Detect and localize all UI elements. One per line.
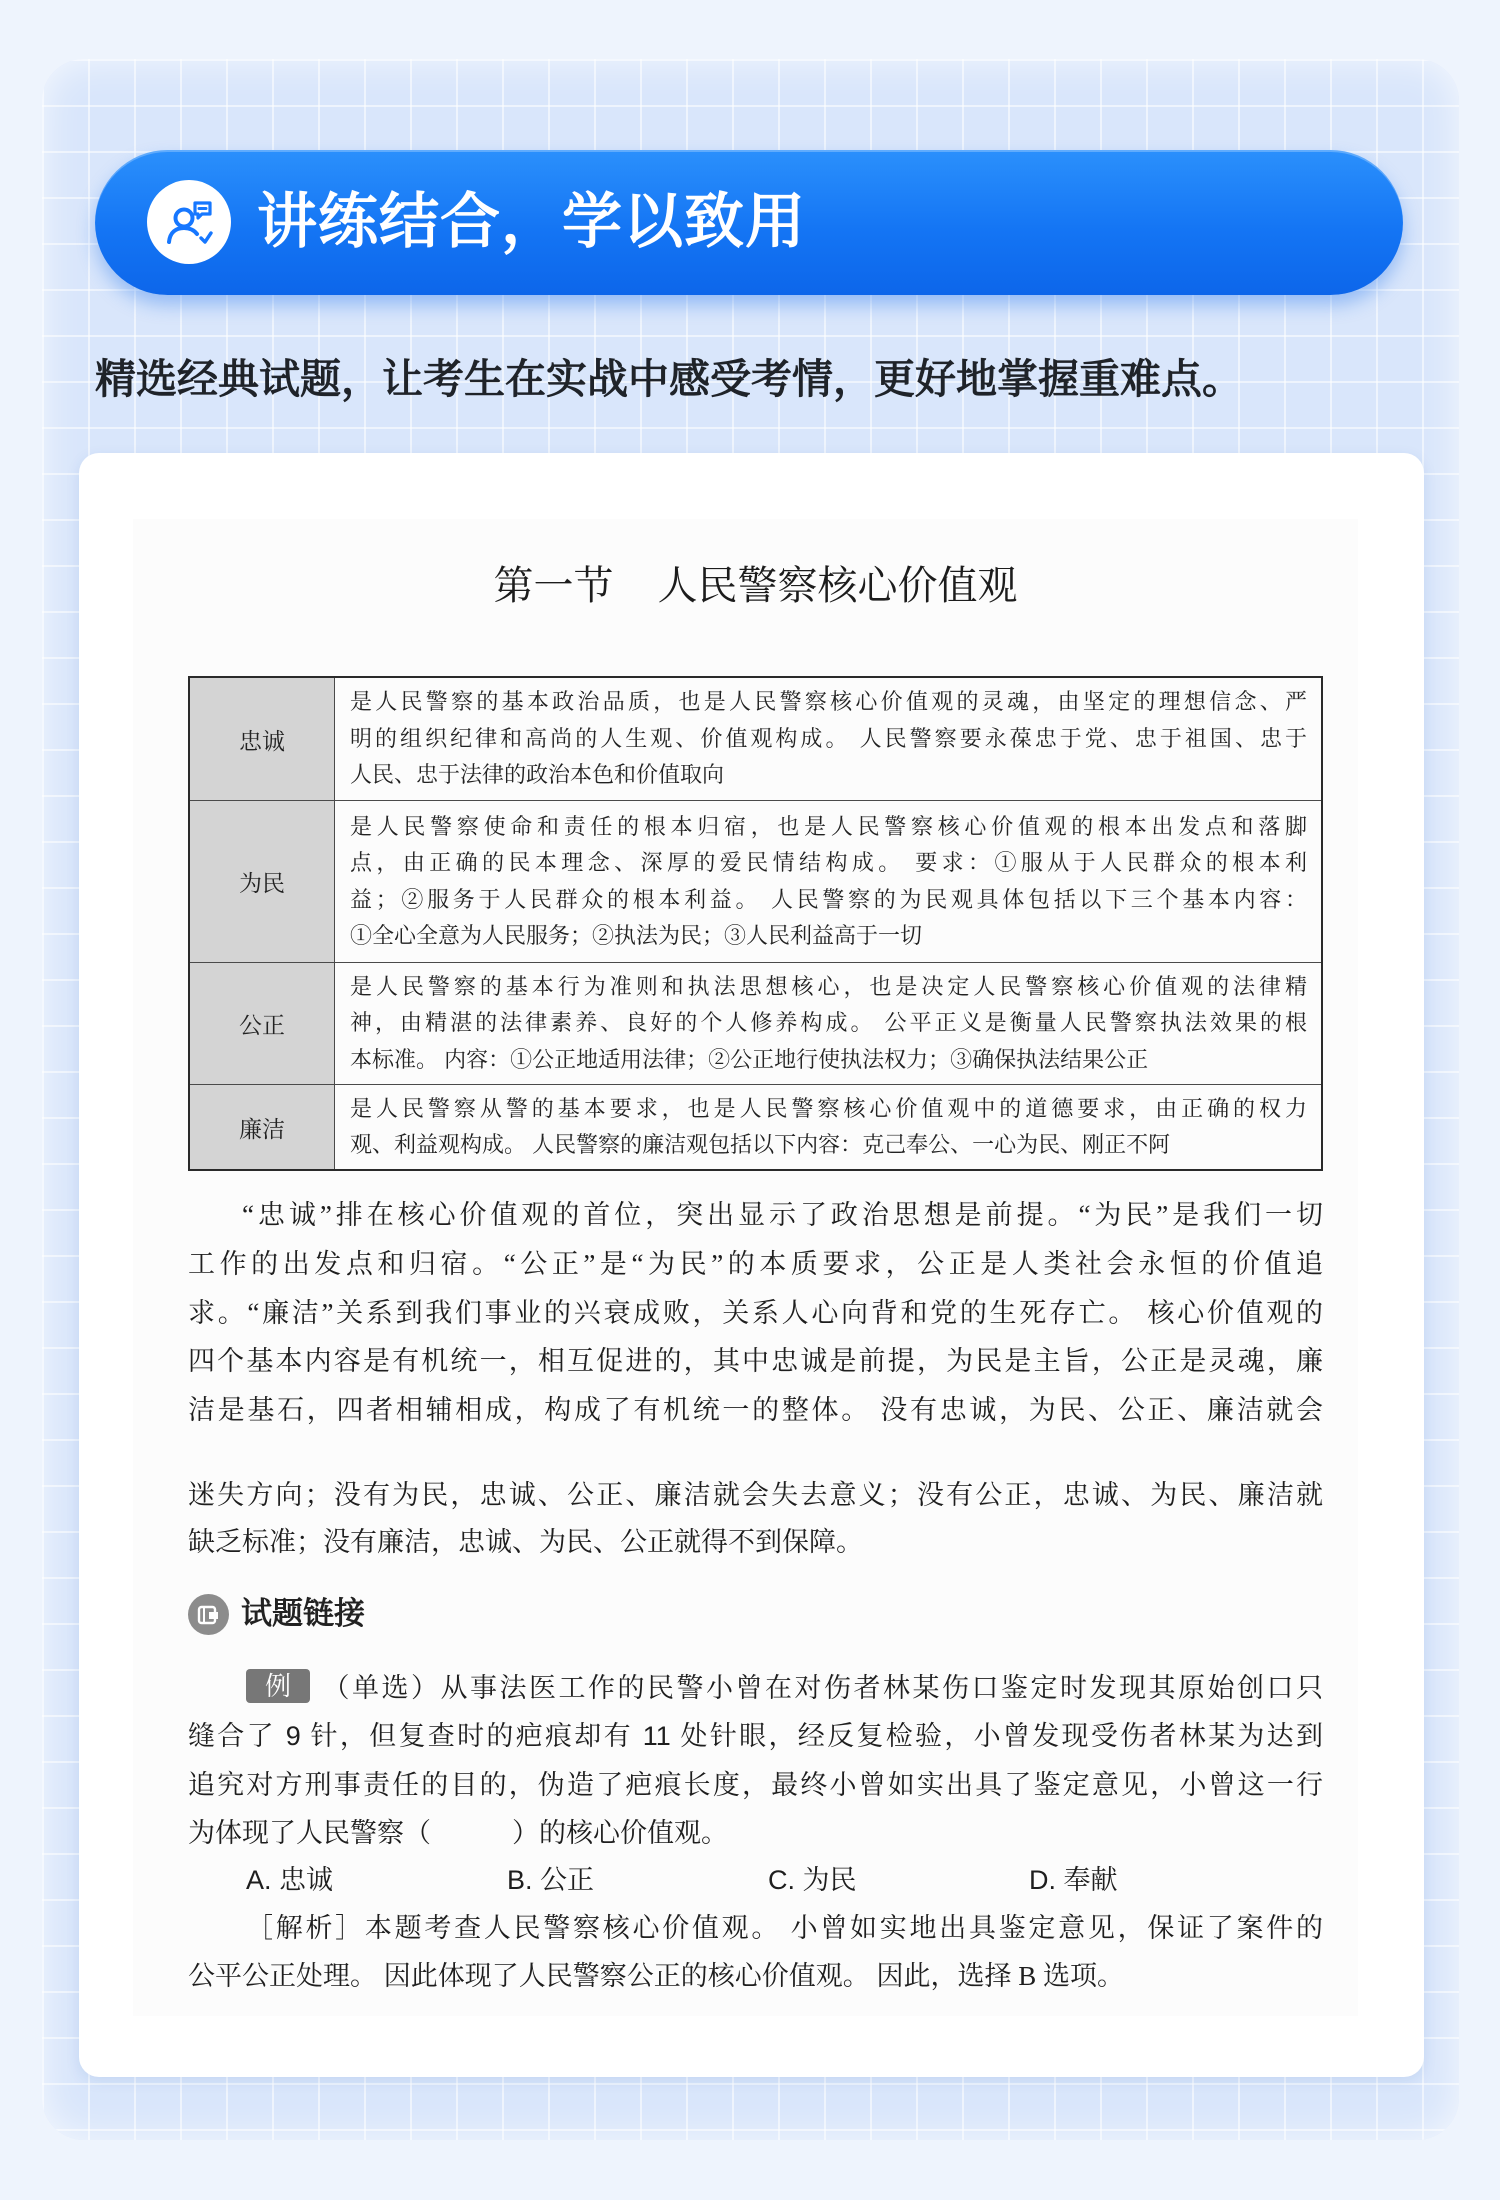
- explanation-paragraph-continued: [188, 1472, 1323, 1566]
- person-check-icon: [147, 180, 231, 264]
- row-text-line: 本标准。 内容：①公正地适用法律；②公正地行使执法权力；③确保执法结果公正: [350, 1046, 1149, 1072]
- question-line: 缝合了 9 针，但复查时的疤痕却有 11 处针眼，经反复检验，小曾发现受伤者林某为达到: [188, 1721, 1323, 1752]
- section-title: [188, 556, 1323, 616]
- table-row: [190, 1084, 1321, 1169]
- paragraph-line: 求。“廉洁”关系到我们事业的兴衰成败，关系人心向背和党的生死存亡。 核心价值观的: [188, 1297, 1323, 1328]
- question-line: 追究对方刑事责任的目的，伪造了疤痕长度，最终小曾如实出具了鉴定意见，小曾这一行: [188, 1769, 1323, 1800]
- row-text-line: 神，由精湛的法律素养、良好的个人修养构成。 公平正义是衡量人民警察执法效果的根: [350, 1010, 1307, 1036]
- row-label: 公正: [190, 963, 335, 1084]
- answer-analysis: [188, 1904, 1323, 2000]
- row-label: 为民: [190, 801, 335, 962]
- row-text-line: 人民、忠于法律的政治本色和价值取向: [350, 762, 725, 788]
- row-content: [335, 1085, 1321, 1169]
- option-b: B. 公正: [507, 1865, 595, 1895]
- paragraph-line: 缺乏标准；没有廉洁，忠诚、为民、公正就得不到保障。: [188, 1527, 863, 1557]
- table-row: [190, 800, 1321, 962]
- explanation-paragraph: [188, 1191, 1323, 1435]
- row-text-line: 益；②服务于人民群众的根本利益。 人民警察的为民观具体包括以下三个基本内容：: [350, 886, 1307, 912]
- analysis-line: 公平公正处理。 因此体现了人民警察公正的核心价值观。 因此，选择 B 选项。: [188, 1961, 1125, 1991]
- table-row: [190, 962, 1321, 1084]
- core-values-table: [188, 676, 1323, 1171]
- row-text-line: ①全心全意为人民服务；②执法为民；③人民利益高于一切: [350, 923, 923, 948]
- row-content: [335, 801, 1321, 962]
- row-label: 廉洁: [190, 1085, 335, 1169]
- question-line: 为体现了人民警察（ ）的核心价值观。: [188, 1817, 728, 1848]
- option-d: D. 奉献: [1029, 1865, 1118, 1895]
- row-text-line: 是人民警察从警的基本要求，也是人民警察核心价值观中的道德要求，由正确的权力: [350, 1095, 1307, 1121]
- row-text-line: 明的组织纪律和高尚的人生观、价值观构成。 人民警察要永葆忠于党、忠于祖国、忠于: [350, 725, 1307, 751]
- example-badge: 例: [246, 1669, 310, 1703]
- paragraph-line: 四个基本内容是有机统一，相互促进的，其中忠诚是前提，为民是主旨，公正是灵魂，廉: [188, 1346, 1323, 1377]
- analysis-line: ［解析］本题考查人民警察核心价值观。 小曾如实地出具鉴定意见，保证了案件的: [246, 1913, 1323, 1943]
- table-row: [190, 678, 1321, 800]
- question-line: [188, 1664, 1323, 1712]
- paragraph-line: 洁是基石，四者相辅相成，构成了有机统一的整体。 没有忠诚，为民、公正、廉洁就会: [188, 1395, 1323, 1426]
- option-a: A. 忠诚: [246, 1865, 334, 1895]
- example-question: [188, 1664, 1323, 1857]
- section-number: 第一节: [493, 563, 614, 609]
- option-c: C. 为民: [768, 1865, 857, 1895]
- paragraph-line: 工作的出发点和归宿。“公正”是“为民”的本质要求，公正是人类社会永恒的价值追: [188, 1248, 1323, 1279]
- paragraph-line: “忠诚”排在核心价值观的首位，突出显示了政治思想是前提。“为民”是我们一切: [242, 1200, 1323, 1230]
- row-content: [335, 963, 1321, 1084]
- question-text: （单选）从事法医工作的民警小曾在对伤者林某伤口鉴定时发现其原始创口只: [320, 1673, 1323, 1703]
- section-heading-exam-link: 试题链接: [241, 1596, 365, 1632]
- row-text-line: 点，由正确的民本理念、深厚的爱民情结构成。 要求：①服从于人民群众的根本利: [350, 850, 1307, 875]
- header-banner: [95, 150, 1403, 295]
- header-title: 讲练结合，学以致用: [257, 187, 806, 257]
- row-text-line: 观、利益观构成。 人民警察的廉洁观包括以下内容：克己奉公、一心为民、刚正不阿: [350, 1132, 1171, 1157]
- row-text-line: 是人民警察的基本行为准则和执法思想核心，也是决定人民警察核心价值观的法律精: [350, 973, 1307, 999]
- row-content: [335, 678, 1321, 800]
- row-text-line: 是人民警察的基本政治品质，也是人民警察核心价值观的灵魂，由坚定的理想信念、严: [350, 689, 1307, 715]
- paragraph-line: 迷失方向；没有为民，忠诚、公正、廉洁就会失去意义；没有公正，忠诚、为民、廉洁就: [188, 1480, 1323, 1510]
- row-label: 忠诚: [190, 678, 335, 800]
- book-icon: [188, 1594, 229, 1635]
- row-text-line: 是人民警察使命和责任的根本归宿，也是人民警察核心价值观的根本出发点和落脚: [350, 813, 1307, 839]
- subtitle: 精选经典试题，让考生在实战中感受考情，更好地掌握重难点。: [95, 355, 1243, 403]
- section-name: 人民警察核心价值观: [657, 563, 1018, 609]
